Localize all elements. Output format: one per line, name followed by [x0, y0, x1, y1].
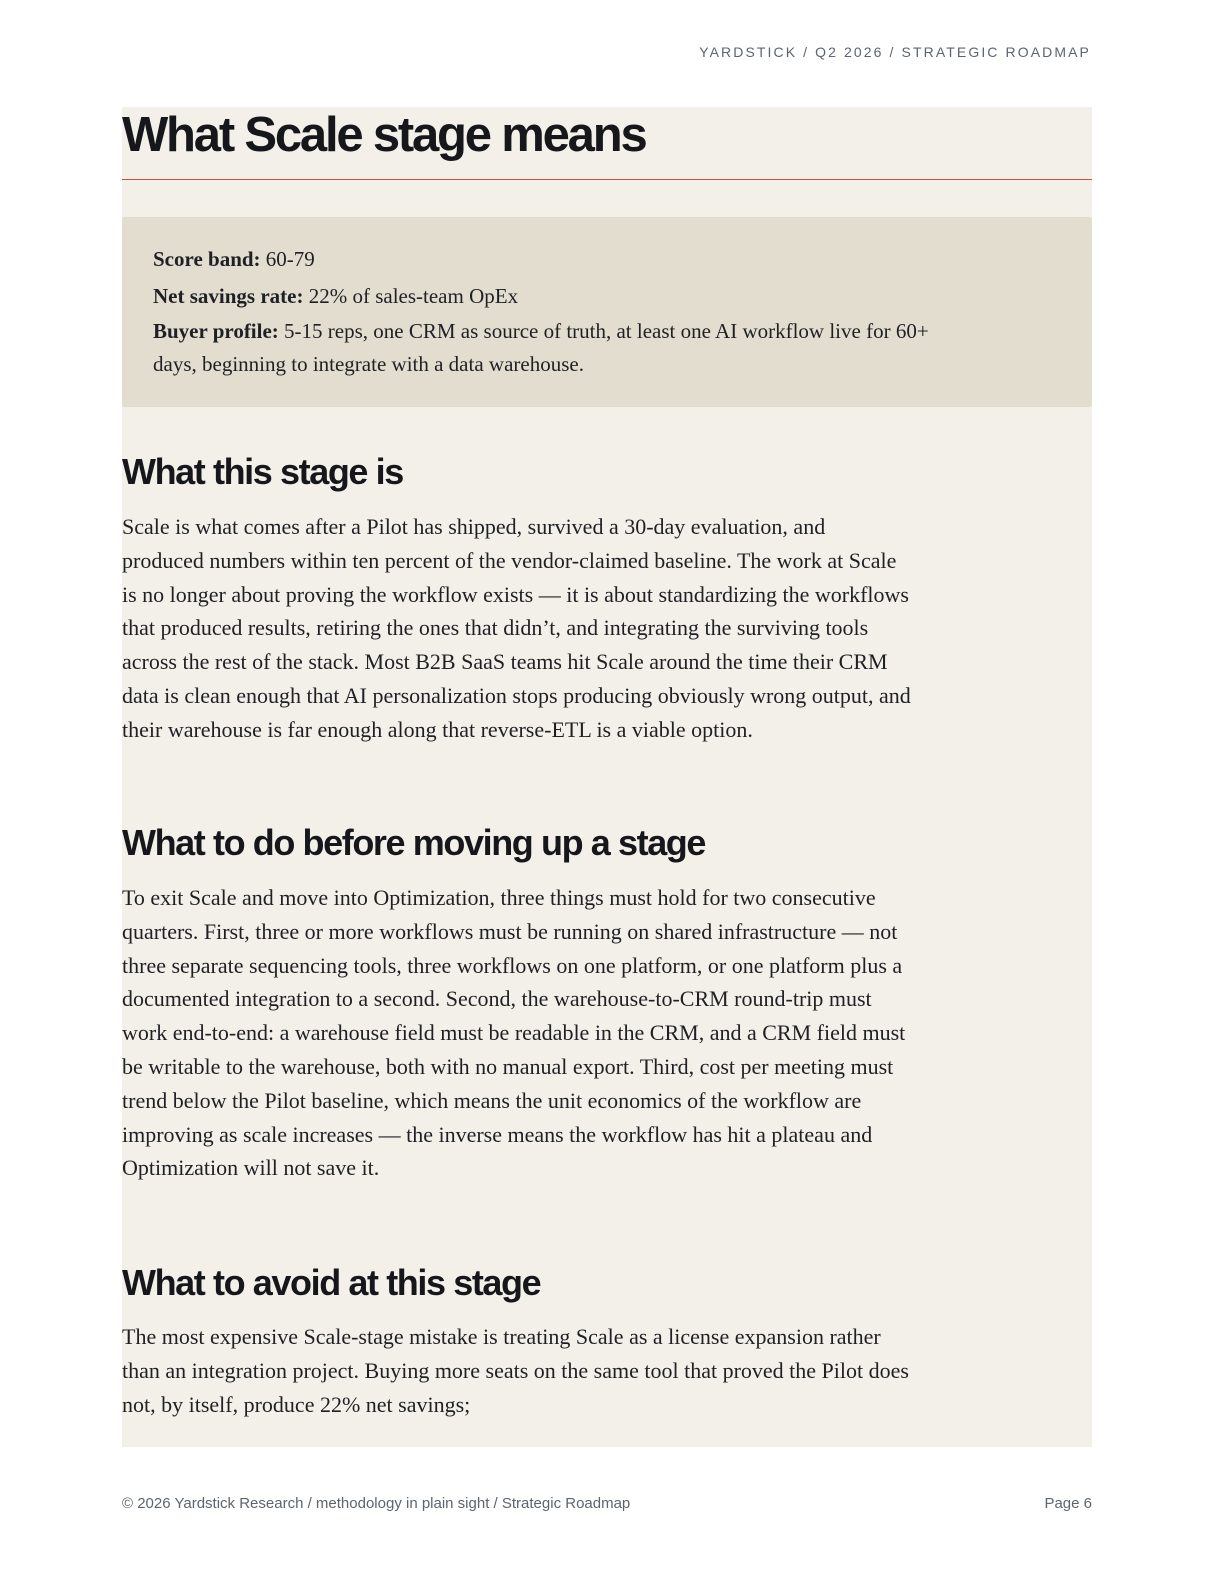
- footer-credit: © 2026 Yardstick Research / methodology in plain sight / Strategic Roadmap: [122, 1495, 631, 1512]
- net-savings-value: 22% of sales-team OpEx: [308, 284, 519, 308]
- net-savings-label: Net savings rate:: [153, 284, 304, 308]
- net-savings-row: [153, 280, 943, 313]
- section-heading: What to avoid at this stage: [122, 1262, 541, 1303]
- section-body: Scale is what comes after a Pilot has shipped, survived a 30-day evaluation, and produced numbers within ten percent of the vendor-claimed baseline. The work at Scale is no longer about proving the workflow exists — it is about standardizing the workflows that produced results, retiring the ones that didn’t, and integrating the surviving tools across the rest of the stack. Most B2B SaaS teams hit Scale around the time their CRM data is clean enough that AI personalization stops producing obviously wrong output, and their warehouse is far enough along that reverse-ETL is a viable option.: [122, 514, 911, 742]
- content-panel: [122, 107, 1092, 1447]
- score-band-label: Score band:: [153, 247, 261, 271]
- buyer-profile-value: 5-15 reps, one CRM as source of truth, at least one AI workflow live for 60+ days, beginning to integrate with a data warehouse.: [153, 319, 929, 376]
- page-number: Page 6: [1044, 1495, 1092, 1512]
- section-heading: What this stage is: [122, 451, 403, 492]
- score-band-row: [153, 243, 943, 276]
- score-band-value: 60-79: [265, 247, 315, 271]
- buyer-profile-row: [153, 315, 943, 381]
- section-body: The most expensive Scale-stage mistake is treating Scale as a license expansion rather than an integration project. Buying more seats on the same tool that proved the Pilot does not, by itself, produce 22% net savings;: [122, 1324, 909, 1417]
- title-divider: [122, 179, 1092, 180]
- running-header: YARDSTICK / Q2 2026 / STRATEGIC ROADMAP: [699, 44, 1091, 60]
- page-title: What Scale stage means: [122, 108, 646, 162]
- section-heading: What to do before moving up a stage: [122, 822, 706, 863]
- buyer-profile-label: Buyer profile:: [153, 319, 279, 343]
- stage-summary-box: [122, 217, 1092, 407]
- section-body: To exit Scale and move into Optimization, three things must hold for two consecutive quarters. First, three or more workflows must be running on shared infrastructure — not three separate sequencing tools, three workflows on one platform, or one platform plus a documented integration to a second. Second, the warehouse-to-CRM round-trip must work end-to-end: a warehouse field must be readable in the CRM, and a CRM field must be writable to the warehouse, both with no manual export. Third, cost per meeting must trend below the Pilot baseline, which means the unit economics of the workflow are improving as scale increases — the inverse means the workflow has hit a plateau and Optimization will not save it.: [122, 885, 906, 1181]
